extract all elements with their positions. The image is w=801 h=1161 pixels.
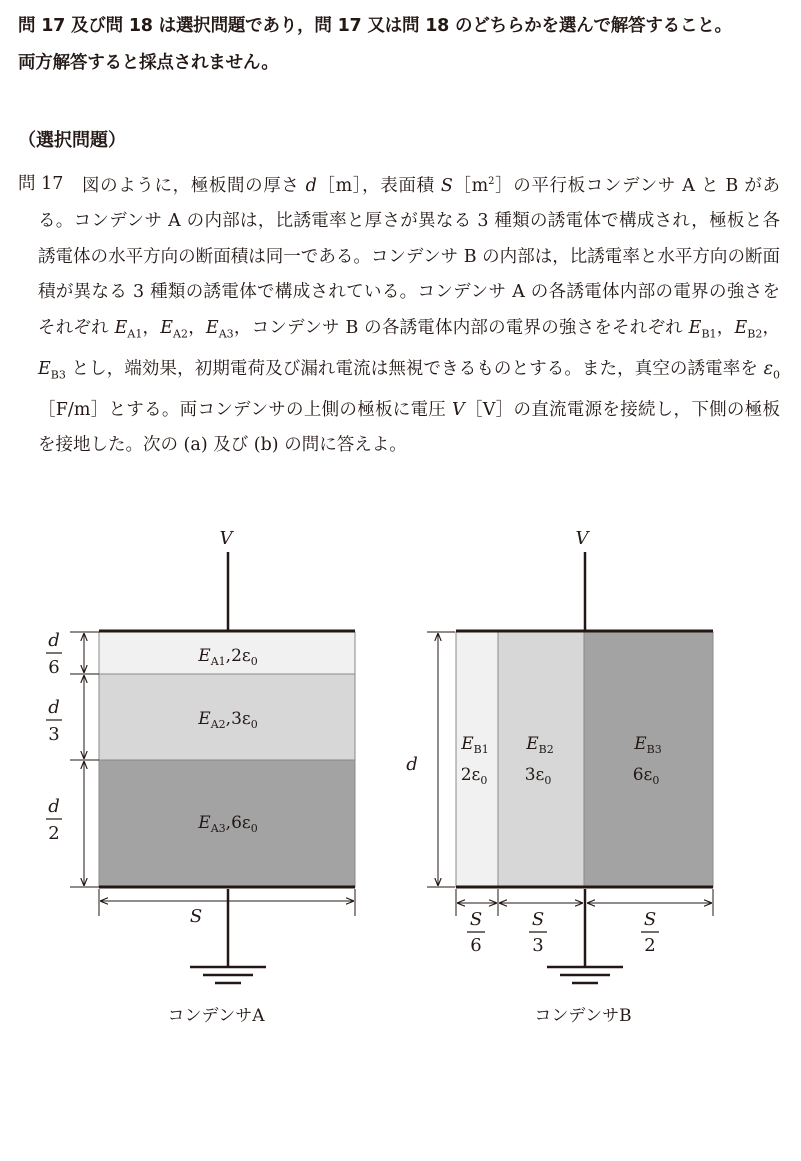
section-label: （選択問題） xyxy=(18,130,126,151)
label-eb2: $E_{B2}$ xyxy=(526,734,554,756)
label-eps-b2: $3\varepsilon_0$ xyxy=(524,765,552,787)
var-epsilon: ε xyxy=(763,358,773,379)
dielectric-b3 xyxy=(584,632,713,887)
separator: ， xyxy=(188,317,206,338)
dielectric-b1 xyxy=(456,632,498,887)
ground-icon xyxy=(547,967,623,983)
question-number: 問 17 xyxy=(18,174,64,194)
subscript: B2 xyxy=(747,327,763,341)
var-E: E xyxy=(114,317,128,338)
subscript: A1 xyxy=(127,327,143,341)
label-eps-b3: $6\varepsilon_0$ xyxy=(632,765,660,787)
var-E: E xyxy=(205,317,219,338)
caption-capacitor-b: コンデンサB xyxy=(534,1006,632,1026)
label-ea1: $E_{A1},2\varepsilon_0$ xyxy=(198,646,258,668)
dielectric-b2 xyxy=(498,632,584,887)
frac-den-2: 2 xyxy=(644,935,656,956)
text-run: ［V］の直流電源を接続し，下側の極板を接地した。次の (a) 及び (b) の問に答えよ。 xyxy=(38,399,781,456)
label-ea2: $E_{A2},3\varepsilon_0$ xyxy=(198,709,258,731)
var-E: E xyxy=(734,317,748,338)
text-run: ［m］，表面積 xyxy=(316,175,441,196)
frac-num-d: d xyxy=(48,697,60,718)
text-run: とし，端効果，初期電荷及び漏れ電流は無視できるものとする。また，真空の誘電率を xyxy=(65,358,764,379)
frac-num-s: S xyxy=(643,909,657,930)
notice-line-1: 問 17 及び問 18 は選択問題であり，問 17 又は問 18 のどちらかを選んで解答すること。 xyxy=(18,16,732,36)
label-eb3: $E_{B3}$ xyxy=(634,734,662,756)
text-run: ［F/m］とする。両コンデンサの上側の極板に電圧 xyxy=(38,399,453,420)
width-label-s: S xyxy=(189,906,203,927)
var-E: E xyxy=(160,317,174,338)
subscript: 0 xyxy=(773,368,780,382)
frac-den-6: 6 xyxy=(48,657,60,678)
capacitor-a xyxy=(46,528,355,1026)
ground-icon xyxy=(190,967,266,983)
label-ea3: $E_{A3},6\varepsilon_0$ xyxy=(198,813,258,835)
var-E: E xyxy=(688,317,702,338)
label-eps-b1: $2\varepsilon_0$ xyxy=(460,765,488,787)
capacitor-b xyxy=(406,528,713,1026)
separator: ， xyxy=(762,317,781,338)
frac-den-2: 2 xyxy=(48,823,60,844)
superscript: 2 xyxy=(488,176,495,187)
notice-line-2: 両方解答すると採点されません。 xyxy=(18,53,279,73)
var-V: V xyxy=(452,399,465,420)
caption-capacitor-a: コンデンサA xyxy=(167,1006,265,1026)
frac-num-s: S xyxy=(531,909,545,930)
var-S: S xyxy=(440,175,453,196)
var-d: d xyxy=(305,175,317,196)
text-run: 図のように，極板間の厚さ xyxy=(82,175,306,196)
text-run: ］の平行板コンデンサ A と B がある。コンデンサ A の内部は，比誘電率と厚さが異なる 3 種類の誘電体で構成され，極板と各誘電体の水平方向の断面積は同一である。コンデンサ B の内部は，比誘電率と水平方向の断面積が異なる 3 種類の誘電体で構成されている。コンデンサ A の各誘電体内部の電界の強さをそれぞれ xyxy=(38,175,780,338)
frac-num-d: d xyxy=(48,796,60,817)
label-eb1: $E_{B1}$ xyxy=(461,734,489,756)
text-run: ，コンデンサ B の各誘電体内部の電界の強さをそれぞれ xyxy=(233,317,689,338)
frac-den-3: 3 xyxy=(48,724,60,745)
subscript: B3 xyxy=(50,368,66,382)
frac-num-d: d xyxy=(48,630,60,651)
var-E: E xyxy=(38,358,51,379)
frac-num-s: S xyxy=(469,909,483,930)
frac-den-3: 3 xyxy=(532,935,544,956)
text-run: ［m xyxy=(452,175,489,196)
separator: ， xyxy=(142,317,161,338)
height-label-d: d xyxy=(406,754,418,775)
voltage-label-b: V xyxy=(575,528,589,549)
separator: ， xyxy=(716,317,735,338)
subscript: A2 xyxy=(173,327,188,341)
subscript: B1 xyxy=(701,327,717,341)
voltage-label-a: V xyxy=(219,528,233,549)
frac-den-6: 6 xyxy=(470,935,482,956)
subscript: A3 xyxy=(218,327,234,341)
